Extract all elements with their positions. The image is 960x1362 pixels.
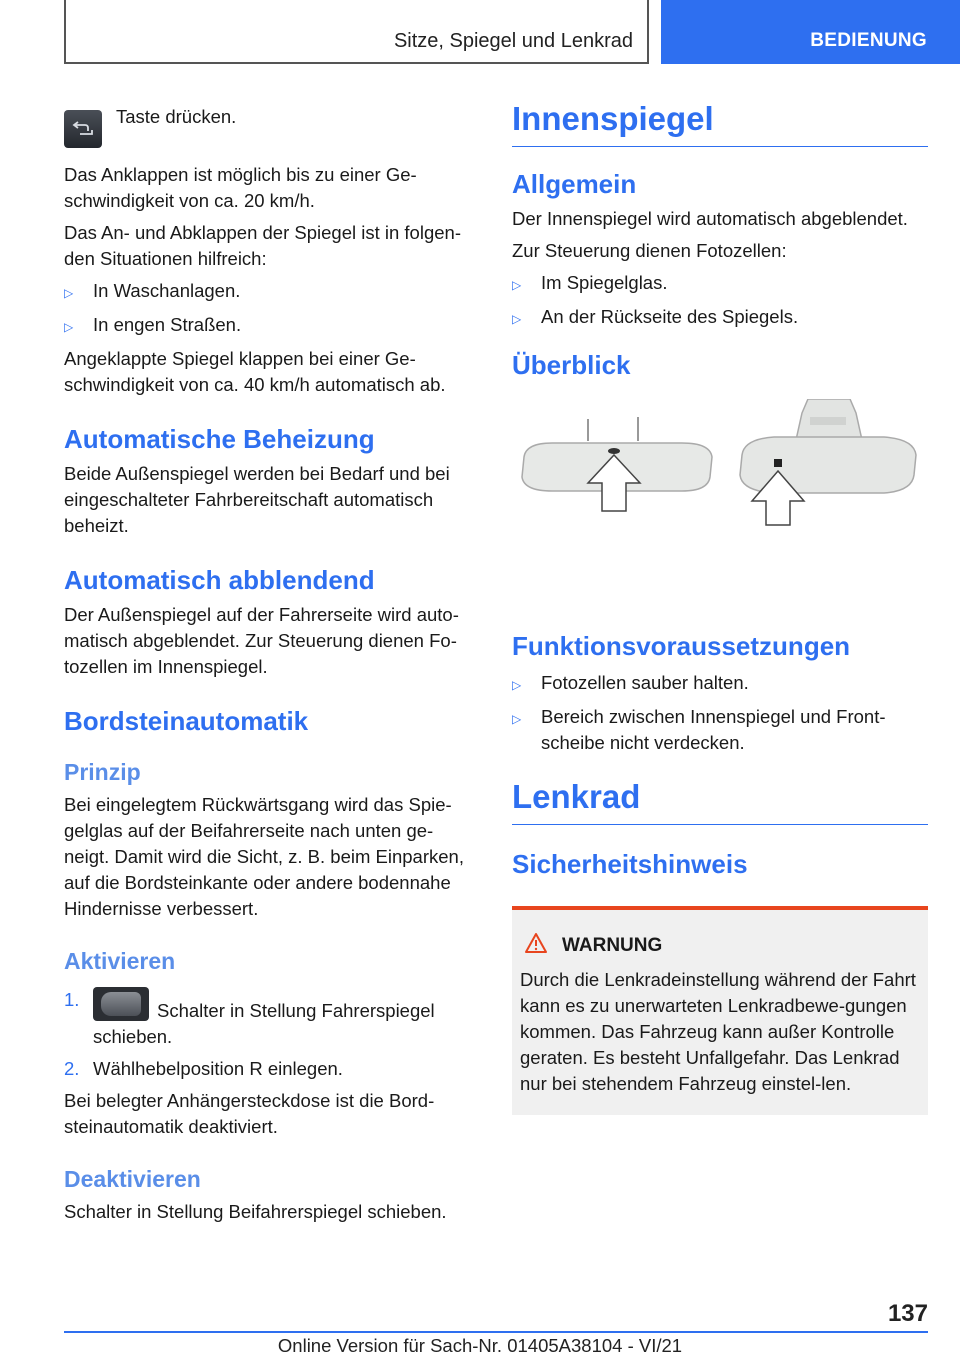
requirements-heading: Funktionsvoraussetzungen	[512, 631, 851, 661]
curb-heading: Bordsteinautomatik	[64, 706, 309, 736]
warning-box	[512, 906, 928, 1115]
header-frame	[64, 0, 649, 64]
warning-text: Durch die Lenkradeinstellung während der Fahrt kann es zu unerwarteten Lenkradbewe-gungen kommen. Das Fahrzeug kann außer Kontrolle geraten. Es besteht Unfallgefahr. Das Lenkrad nur bei stehendem Fahrzeug einstel-len.	[520, 969, 916, 1094]
safety-heading: Sicherheitshinweis	[512, 849, 748, 879]
list-item: ▷ An der Rückseite des Spiegels.	[512, 304, 928, 332]
header-section-title: Sitze, Spiegel und Lenkrad	[393, 30, 633, 52]
fold-useful-text: Das An- und Abklappen der Spiegel ist in folgen-den Situationen hilfreich:	[64, 222, 461, 269]
footer-online-version: Online Version für Sach-Nr. 01405A38104 - VI/21	[277, 1335, 683, 1356]
principle-heading: Prinzip	[64, 759, 141, 785]
photocells-list	[512, 270, 928, 332]
warning-triangle-icon	[524, 932, 548, 959]
triangle-bullet-icon: ▷	[64, 286, 74, 300]
heating-text: Beide Außenspiegel werden bei Bedarf und bei eingeschalteter Fahrbereitschaft automatisch beheizt.	[64, 463, 450, 536]
triangle-bullet-icon: ▷	[512, 678, 522, 692]
mirror-fold-button-icon	[64, 110, 102, 148]
list-item: ▷ Bereich zwischen Innenspiegel und Front-scheibe nicht verdecken.	[512, 704, 928, 756]
footer-divider	[64, 1331, 928, 1333]
list-item: 2. Wählhebelposition R einlegen.	[64, 1058, 343, 1079]
principle-text: Bei eingelegtem Rückwärtsgang wird das Spie-gelglas auf der Beifahrerseite nach unten ge-neigt. Damit wird die Sicht, z. B. beim Einparken, auf die Bordsteinkante oder andere bodennahe Hindernisse verbessert.	[64, 794, 464, 919]
mirror-rear-view	[740, 399, 916, 525]
heating-heading: Automatische Beheizung	[64, 424, 375, 454]
steering-heading: Lenkrad	[512, 778, 928, 825]
deactivate-heading: Deaktivieren	[64, 1166, 201, 1192]
general-heading: Allgemein	[512, 169, 637, 199]
fold-situations-list	[64, 278, 476, 340]
list-item: ▷ In Waschanlagen.	[64, 278, 476, 306]
trailer-note: Bei belegter Anhängersteckdose ist die Bord-steinautomatik deaktiviert.	[64, 1090, 435, 1137]
header-tab-label: BEDIENUNG	[810, 30, 927, 51]
press-button-text: Taste drücken.	[116, 106, 237, 127]
press-button-row	[64, 100, 476, 148]
auto-unfold-text: Angeklappte Spiegel klappen bei einer Ge-schwindigkeit von ca. 40 km/h automatisch ab.	[64, 348, 446, 395]
mirror-overview-illustration	[512, 399, 928, 599]
deactivate-text: Schalter in Stellung Beifahrerspiegel schieben.	[64, 1201, 447, 1222]
mirror-switch-icon	[93, 987, 149, 1021]
list-item: 1. Schalter in Stellung Fahrerspiegel schieben.	[64, 989, 435, 1047]
general-text: Der Innenspiegel wird automatisch abgeblendet.	[512, 208, 908, 229]
left-column	[64, 100, 476, 1225]
list-item: ▷ Im Spiegelglas.	[512, 270, 928, 298]
photocells-intro: Zur Steuerung dienen Fotozellen:	[512, 240, 787, 261]
interior-mirror-heading: Innenspiegel	[512, 100, 928, 147]
list-item: ▷ Fotozellen sauber halten.	[512, 670, 928, 698]
list-item: ▷ In engen Straßen.	[64, 312, 476, 340]
triangle-bullet-icon: ▷	[512, 312, 522, 326]
warning-title: WARNUNG	[562, 934, 663, 956]
page-number: 137	[887, 1300, 928, 1327]
dimming-heading: Automatisch abblendend	[64, 565, 375, 595]
activate-heading: Aktivieren	[64, 948, 176, 974]
overview-heading: Überblick	[512, 350, 631, 380]
activate-steps	[64, 987, 476, 1082]
fold-speed-text: Das Anklappen ist möglich bis zu einer Ge-schwindigkeit von ca. 20 km/h.	[64, 164, 417, 211]
right-column	[512, 100, 928, 1115]
requirements-list	[512, 670, 928, 756]
triangle-bullet-icon: ▷	[64, 320, 74, 334]
warning-header	[520, 932, 920, 959]
header-chapter-tab[interactable]	[661, 0, 960, 64]
mirror-front-view	[522, 417, 712, 511]
triangle-bullet-icon: ▷	[512, 278, 522, 292]
triangle-bullet-icon: ▷	[512, 712, 522, 726]
dimming-text: Der Außenspiegel auf der Fahrerseite wird auto-matisch abgeblendet. Zur Steuerung dienen Fo-tozellen im Innenspiegel.	[64, 604, 459, 677]
